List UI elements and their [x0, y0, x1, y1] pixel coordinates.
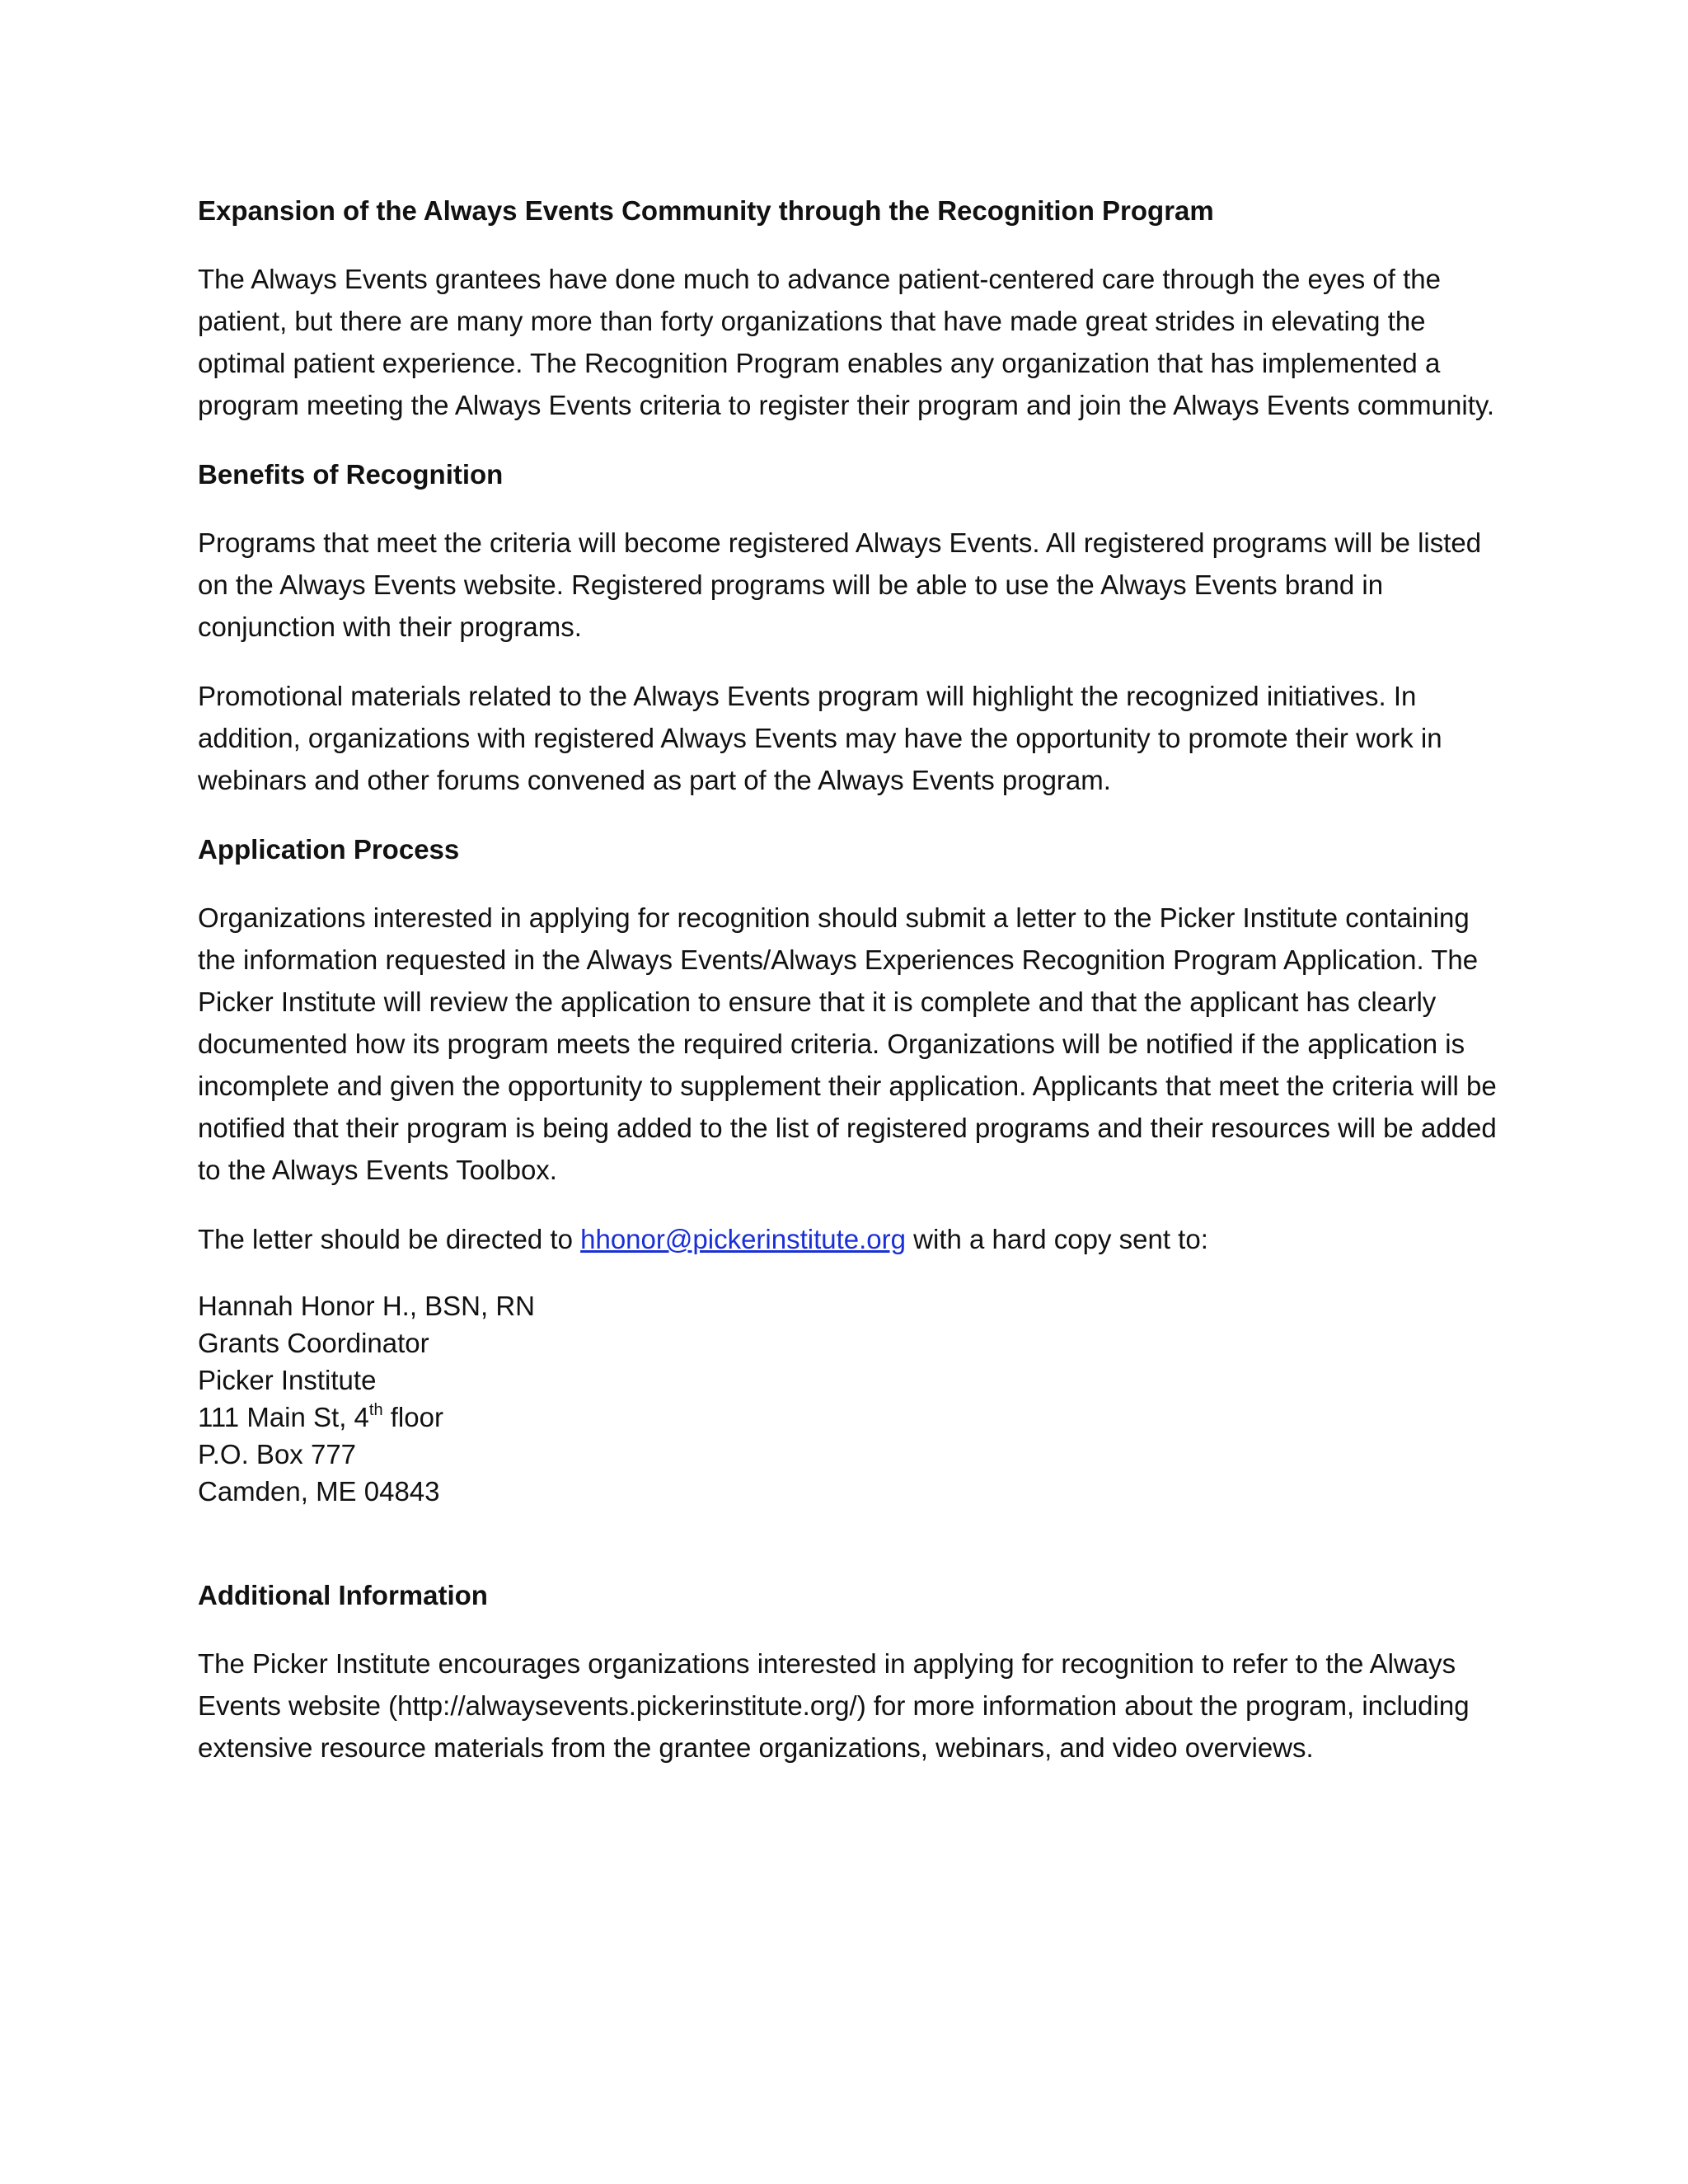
- section-heading-benefits: Benefits of Recognition: [198, 459, 504, 490]
- section-heading-expansion: Expansion of the Always Events Community through the Recognition Program: [198, 195, 1214, 226]
- address-street-superscript: th: [368, 1401, 383, 1419]
- mailing-address: [198, 1287, 1500, 1510]
- address-org: Picker Institute: [198, 1365, 377, 1395]
- address-street: [198, 1399, 1500, 1436]
- paragraph-additional: The Picker Institute encourages organizations interested in applying for recognition to refer to the Always Events website (http://alwaysevents.pickerinstitute.org/) for more information about the program, including extensive resource materials from the grantee organizations, webinars, and video overviews.: [198, 1648, 1470, 1763]
- letter-suffix: with a hard copy sent to:: [906, 1224, 1208, 1254]
- section-heading-application: Application Process: [198, 834, 460, 865]
- paragraph-expansion: The Always Events grantees have done much to advance patient-centered care through the eyes of the patient, but there are many more than forty organizations that have made great strides in elevating the optimal patient experience. The Recognition Program enables any organization that has implemented a program meeting the Always Events criteria to register their program and join the Always Events community.: [198, 264, 1495, 420]
- letter-prefix: The letter should be directed to: [198, 1224, 581, 1254]
- address-title: Grants Coordinator: [198, 1328, 429, 1358]
- address-name: Hannah Honor H., BSN, RN: [198, 1291, 536, 1321]
- section-heading-additional: Additional Information: [198, 1580, 488, 1610]
- paragraph-application: Organizations interested in applying for recognition should submit a letter to the Picker Institute containing the information requested in the Always Events/Always Experiences Recognition Program Application. The Picker Institute will review the application to ensure that it is complete and that the applicant has clearly documented how its program meets the required criteria. Organizations will be notified if the application is incomplete and given the opportunity to supplement their application. Applicants that meet the criteria will be notified that their program is being added to the list of registered programs and their resources will be added to the Always Events Toolbox.: [198, 902, 1497, 1185]
- email-link[interactable]: hhonor@pickerinstitute.org: [580, 1224, 906, 1254]
- paragraph-benefits-1: Programs that meet the criteria will become registered Always Events. All registered programs will be listed on the Always Events website. Registered programs will be able to use the Always Events brand in conjunction with their programs.: [198, 527, 1482, 642]
- address-po-box: P.O. Box 777: [198, 1439, 357, 1469]
- letter-direction-line: [198, 1218, 1500, 1260]
- address-city: Camden, ME 04843: [198, 1476, 440, 1507]
- document-page: [198, 190, 1500, 1796]
- address-street-suffix: floor: [382, 1402, 443, 1432]
- address-street-prefix: 111 Main St, 4: [198, 1402, 369, 1432]
- paragraph-benefits-2: Promotional materials related to the Always Events program will highlight the recognized initiatives. In addition, organizations with registered Always Events may have the opportunity to promote their work in webinars and other forums convened as part of the Always Events program.: [198, 681, 1442, 795]
